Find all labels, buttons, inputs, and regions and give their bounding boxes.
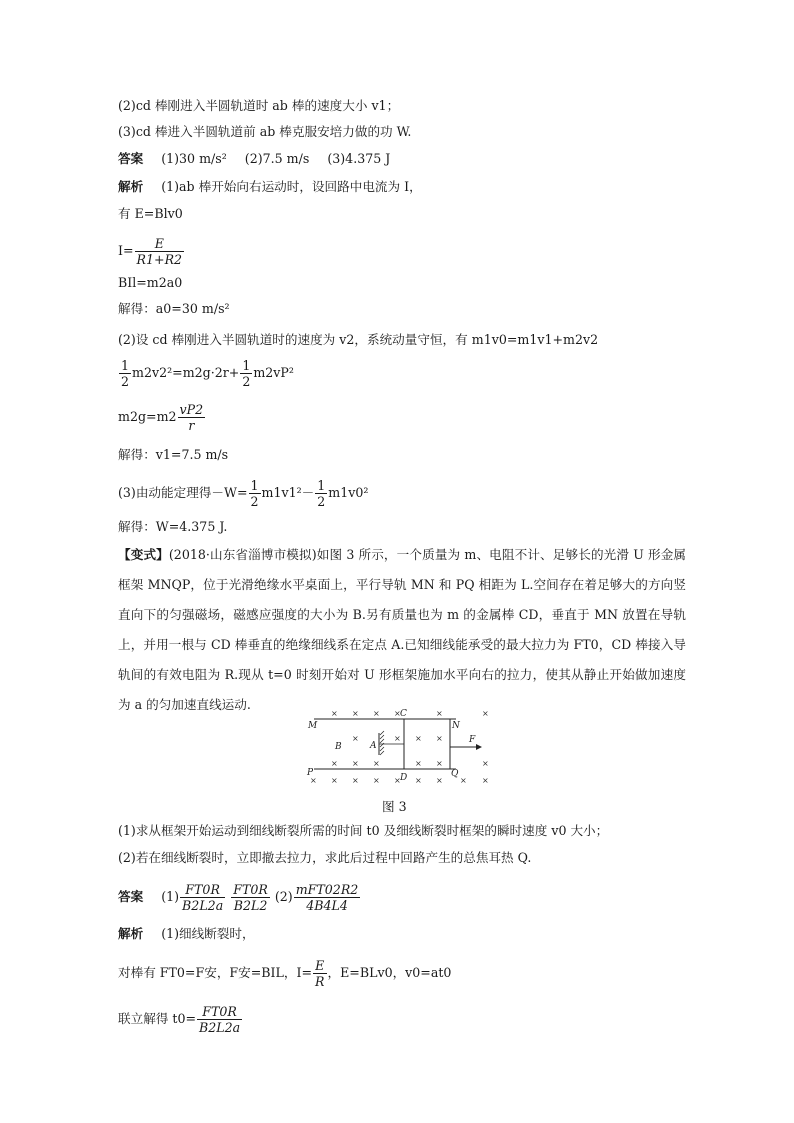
equation-rod — [118, 958, 451, 989]
fraction-q — [294, 882, 361, 913]
fraction-denominator: B2L2 — [233, 898, 268, 913]
fraction-half-2 — [240, 358, 252, 389]
wall-hatch — [380, 731, 384, 755]
answer-2 — [118, 882, 361, 913]
analysis-label: 解析 — [118, 179, 144, 194]
label-f: F — [469, 735, 476, 745]
fraction-v0 — [231, 882, 270, 913]
fraction-numerator: 1 — [121, 358, 130, 373]
work-energy-end: m1v0² — [328, 485, 369, 500]
fraction-numerator: FT0R — [197, 1004, 242, 1020]
fraction-denominator: 4B4L4 — [306, 898, 348, 913]
field-cross: × — [310, 776, 317, 785]
field-cross: × — [373, 709, 380, 718]
fraction-denominator: 2 — [317, 494, 326, 509]
field-cross: × — [394, 776, 401, 785]
answer-label: 答案 — [118, 889, 144, 904]
answer-part-2-prefix: (2) — [274, 889, 293, 904]
field-cross: × — [415, 734, 422, 743]
answer-part-1-prefix: (1) — [161, 889, 180, 904]
equation-rod-b: ，E=BLv0，v0=at0 — [327, 965, 452, 980]
question-3: (3)cd 棒进入半圆轨道前 ab 棒克服安培力做的功 W. — [118, 124, 412, 139]
field-cross: × — [373, 759, 380, 768]
fraction-denominator: 2 — [250, 494, 259, 509]
variant-label: 【变式】 — [118, 547, 169, 562]
variant-text: (2018·山东省淄博市模拟)如图 3 所示，一个质量为 m、电阻不计、足够长的光滑 U 形金属框架 MNQP，位于光滑绝缘水平桌面上，平行导轨 MN 和 PQ 相距为 L.空间存在着足够大的方向竖直向下的匀强磁场，磁感应强度的大小为 B.另有质量也为 m 的金属棒 CD，垂直于 MN 放置在导轨上，并用一根与 CD 棒垂直的绝缘细线系在定点 A.已知细线能承受的最大拉力为 FT0，CD 棒接入导轨间的有效电阻为 R.现从 t=0 时刻开始对 U 形框架施加水平向右的拉力，使其从静止开始做加速度为 a 的匀加速直线运动. — [118, 547, 687, 712]
fraction-denominator: R — [315, 974, 325, 989]
analysis-2-intro: (2)设 cd 棒刚进入半圆轨道时的速度为 v2，系统动量守恒，有 m1v0=m1v1+m2v2 — [118, 332, 599, 347]
fraction-current-2 — [313, 958, 326, 989]
analysis-intro-text: (1)ab 棒开始向右运动时，设回路中电流为 I， — [161, 179, 422, 194]
label-q: Q — [451, 769, 459, 779]
variant-problem — [118, 540, 686, 720]
equation-centripetal — [118, 402, 206, 433]
fraction-half-4 — [315, 478, 327, 509]
fraction-numerator: 1 — [317, 478, 326, 493]
equation-work-energy — [118, 478, 368, 509]
fraction-denominator: r — [188, 418, 195, 433]
equation-force: BIl=m2a0 — [118, 275, 183, 290]
analysis-2-intro-line — [118, 925, 255, 943]
fraction-numerator: mFT02R2 — [295, 882, 359, 897]
fraction-t0-result — [197, 1004, 242, 1035]
fraction-half — [119, 358, 131, 389]
equation-rod-a: 对棒有 FT0=F安，F安=BIL，I= — [118, 965, 313, 980]
answer-1 — [118, 150, 390, 168]
field-cross: × — [352, 709, 359, 718]
fraction-denominator: 2 — [242, 374, 251, 389]
force-arrow-head — [476, 744, 482, 750]
variant-question-1: (1)求从框架开始运动到细线断裂所需的时间 t0 及细线断裂时框架的瞬时速度 v0 大小； — [118, 823, 609, 838]
fraction-numerator: FT0R — [233, 882, 268, 897]
analysis-1-intro — [118, 178, 422, 196]
field-cross: × — [373, 776, 380, 785]
field-cross: × — [394, 734, 401, 743]
answer-part-1: (1)30 m/s² — [161, 151, 227, 166]
label-a: A — [370, 741, 377, 751]
equation-current — [118, 236, 185, 267]
field-cross: × — [436, 709, 443, 718]
field-cross: × — [415, 759, 422, 768]
field-cross: × — [331, 776, 338, 785]
figure-3-diagram — [300, 706, 496, 788]
figure-caption: 图 3 — [382, 799, 407, 814]
equation-energy-b: m2vP² — [253, 365, 294, 380]
field-cross: × — [415, 776, 422, 785]
field-cross: × — [331, 709, 338, 718]
result-t0 — [118, 1004, 243, 1035]
field-cross: × — [331, 759, 338, 768]
field-cross: × — [482, 709, 489, 718]
equation-energy — [118, 358, 294, 389]
label-d: D — [400, 773, 408, 783]
equation-energy-a: m2v2²=m2g·2r+ — [132, 365, 240, 380]
field-cross: × — [482, 759, 489, 768]
answer-part-3: (3)4.375 J — [327, 151, 391, 166]
fraction-centripetal — [178, 402, 206, 433]
equation-current-lhs: I= — [118, 243, 134, 258]
fraction-numerator: 1 — [242, 358, 251, 373]
variant-question-2: (2)若在细线断裂时，立即撤去拉力，求此后过程中回路产生的总焦耳热 Q. — [118, 850, 532, 865]
fraction-t0 — [180, 882, 225, 913]
work-energy-intro: (3)由动能定理得－W= — [118, 485, 248, 500]
label-m: M — [308, 721, 318, 731]
field-cross: × — [482, 776, 489, 785]
result-2: 解得：v1=7.5 m/s — [118, 447, 229, 462]
field-cross: × — [436, 776, 443, 785]
fraction-denominator: B2L2a — [182, 898, 224, 913]
label-p: P — [307, 768, 314, 778]
fraction-current — [135, 236, 185, 267]
question-2: (2)cd 棒刚进入半圆轨道时 ab 棒的速度大小 v1； — [118, 98, 400, 113]
result-3: 解得：W=4.375 J. — [118, 519, 228, 534]
equation-centripetal-lhs: m2g=m2 — [118, 409, 177, 424]
label-b: B — [335, 742, 342, 752]
fraction-numerator: E — [135, 236, 185, 252]
field-cross: × — [436, 734, 443, 743]
field-cross: × — [352, 759, 359, 768]
fraction-denominator: 2 — [121, 374, 130, 389]
fraction-half-3 — [249, 478, 261, 509]
field-cross: × — [394, 709, 401, 718]
field-cross: × — [460, 776, 467, 785]
fraction-denominator: B2L2a — [199, 1020, 241, 1035]
analysis-label: 解析 — [118, 926, 144, 941]
field-cross: × — [352, 734, 359, 743]
fraction-numerator: 1 — [250, 478, 259, 493]
result-t0-prefix: 联立解得 t0= — [118, 1011, 197, 1026]
fraction-numerator: FT0R — [180, 882, 225, 898]
result-1: 解得：a0=30 m/s² — [118, 301, 230, 316]
analysis-2-intro-text: (1)细线断裂时， — [161, 926, 255, 941]
answer-part-2: (2)7.5 m/s — [244, 151, 310, 166]
fraction-numerator: vP2 — [179, 402, 204, 417]
field-cross: × — [436, 759, 443, 768]
field-cross: × — [352, 776, 359, 785]
equation-emf: 有 E=Blv0 — [118, 206, 183, 221]
label-c: C — [400, 709, 407, 719]
fraction-denominator: R1+R2 — [136, 252, 183, 267]
work-energy-mid: m1v1²－ — [261, 485, 315, 500]
answer-label: 答案 — [118, 151, 144, 166]
fraction-numerator: E — [313, 958, 326, 974]
label-n: N — [452, 721, 460, 731]
